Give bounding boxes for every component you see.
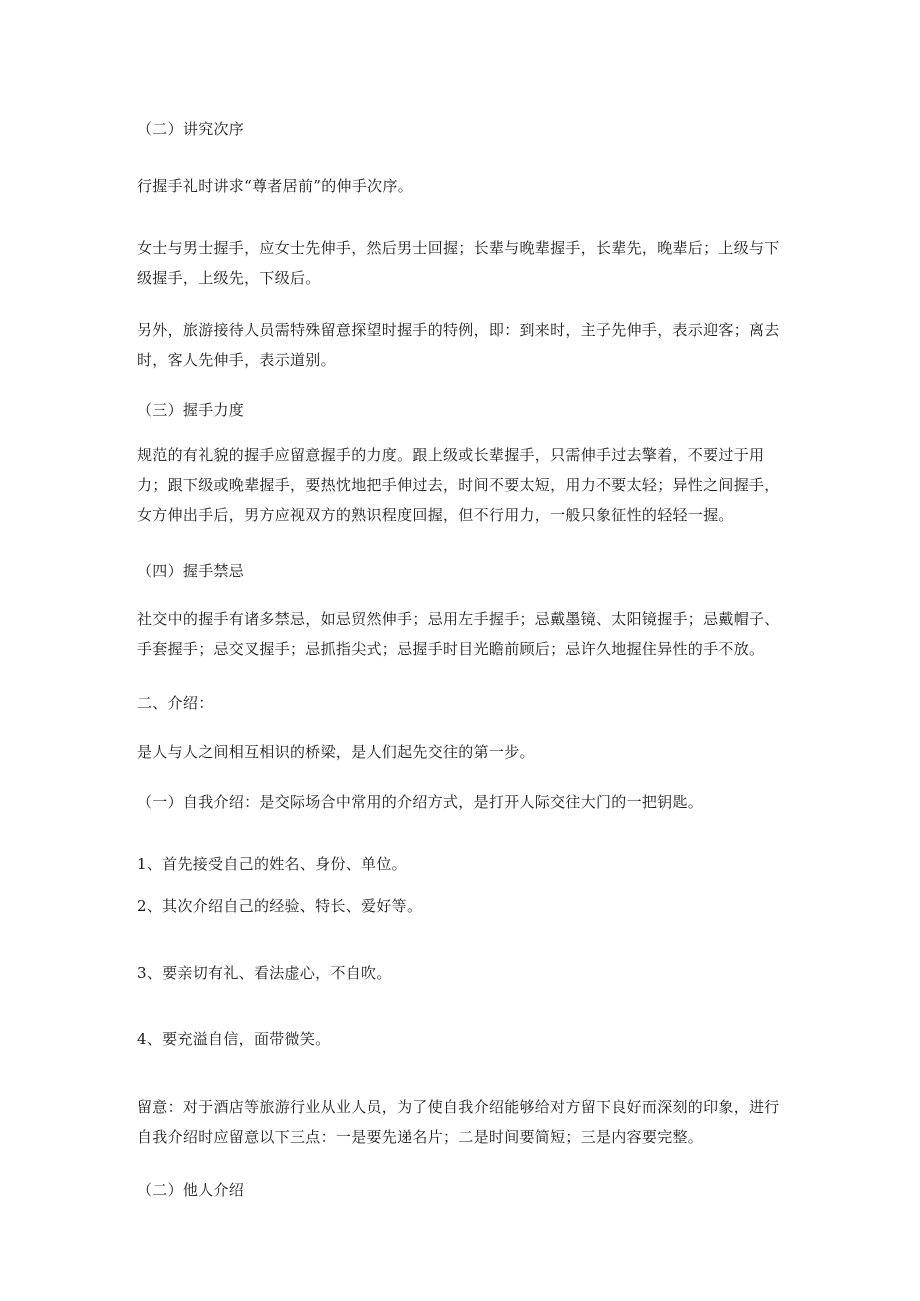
section-heading-strength: （三）握手力度 bbox=[137, 401, 245, 419]
section-heading-taboo: （四）握手禁忌 bbox=[137, 562, 245, 580]
paragraph-introduction-definition: 是人与人之间相互相识的桥梁，是人们起先交往的第一步。 bbox=[137, 743, 535, 761]
section-heading-order: （二）讲究次序 bbox=[137, 120, 245, 138]
list-item: 2、其次介绍自己的经验、特长、爱好等。 bbox=[137, 897, 423, 915]
section-heading-introduction: 二、介绍： bbox=[137, 694, 214, 712]
paragraph-note: 留意：对于酒店等旅游行业从业人员，为了使自我介绍能够给对方留下良好而深刻的印象，进行自我介绍时应留意以下三点：一是要先递名片；二是时间要简短；三是内容要完整。 bbox=[137, 1098, 780, 1146]
paragraph-order-rules: 女士与男士握手，应女士先伸手，然后男士回握；长辈与晚辈握手，长辈先，晚辈后；上级与下级握手，上级先，下级后。 bbox=[137, 239, 780, 287]
list-item: 4、要充溢自信，面带微笑。 bbox=[137, 1030, 331, 1048]
paragraph-taboo: 社交中的握手有诸多禁忌，如忌贸然伸手；忌用左手握手；忌戴墨镜、太阳镜握手；忌戴帽子、手套握手；忌交叉握手；忌抓指尖式；忌握手时目光瞻前顾后；忌许久地握住异性的手不放。 bbox=[137, 610, 780, 658]
paragraph-strength: 规范的有礼貌的握手应留意握手的力度。跟上级或长辈握手，只需伸手过去擎着，不要过于用力；跟下级或晚辈握手，要热忱地把手伸过去，时间不要太短，用力不要太轻；异性之间握手，女方伸出手后，男方应视双方的熟识程度回握，但不行用力，一般只象征性的轻轻一握。 bbox=[137, 446, 780, 524]
list-item: 1、首先接受自己的姓名、身份、单位。 bbox=[137, 855, 407, 873]
list-item: 3、要亲切有礼、看法虚心，不自吹。 bbox=[137, 964, 392, 982]
paragraph-order-special: 另外，旅游接待人员需特殊留意探望时握手的特例，即：到来时，主子先伸手，表示迎客；离去时，客人先伸手，表示道别。 bbox=[137, 321, 780, 369]
section-heading-other-introduction: （二）他人介绍 bbox=[137, 1181, 245, 1199]
section-heading-self-introduction: （一）自我介绍：是交际场合中常用的介绍方式，是打开人际交往大门的一把钥匙。 bbox=[137, 793, 704, 811]
paragraph-order-intro: 行握手礼时讲求“尊者居前”的伸手次序。 bbox=[137, 177, 414, 195]
